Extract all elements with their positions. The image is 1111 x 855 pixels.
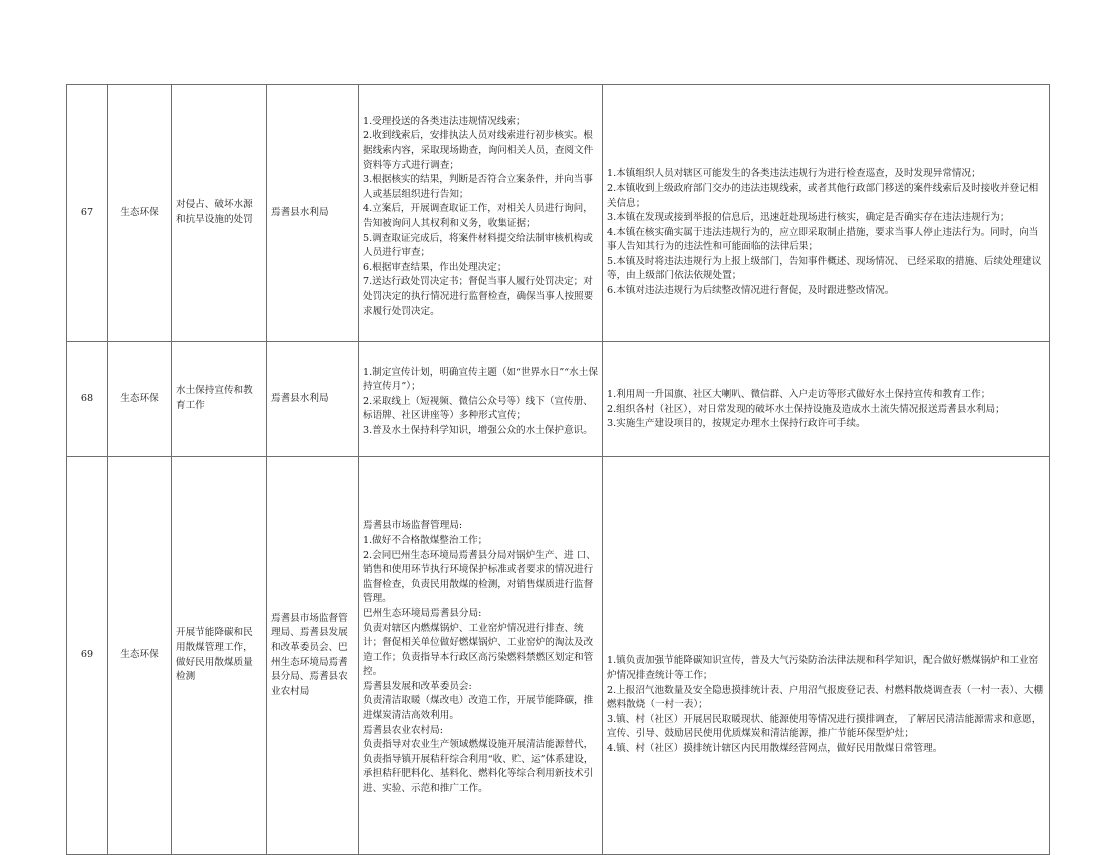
duty-line: 3.普及水土保持科学知识，增强公众的水土保护意识。 xyxy=(363,424,593,436)
duty-line: 负责清洁取暖（煤改电）改造工作，开展节能降碳，推进煤炭清洁高效利用。 xyxy=(363,695,594,722)
responsibility-line: 6.本镇对违法违规行为后续整改情况进行督促，及时跟进整改情况。 xyxy=(607,285,895,297)
responsibility-line: 3.本镇在发现或接到举报的信息后，迅速赶赴现场进行核实，确定是否确实存在违法违规行为； xyxy=(607,212,1010,224)
category-cell: 生态环保 xyxy=(108,457,172,855)
responsibility-line: 2.组织各村（社区），对日常发现的破坏水土保持设施及造成水土流失情况报送焉耆县水利局； xyxy=(607,403,1005,415)
responsibility-line: 2.上报沼气池数量及安全隐患摸排统计表、户用沼气报废登记表、村燃料散烧调查表（一村一表）、大棚燃料散烧（一村一表）； xyxy=(607,684,1044,711)
duty-line: 2.会同巴州生态环境局焉耆县分局对锅炉生产、进 口、销售和使用环节执行环境保护标准或者要求的情况进行监督检查，负责民用散煤的检测，对销售煤质进行监督管理。 xyxy=(363,549,596,605)
duty-line: 5.调查取证完成后，将案件材料提交给法制审核机构或人员进行审查； xyxy=(363,232,593,259)
department-duties-cell xyxy=(359,85,603,342)
category-cell: 生态环保 xyxy=(108,342,172,457)
town-responsibilities-cell xyxy=(603,457,1050,855)
row-number: 69 xyxy=(67,457,108,855)
duty-line: 3.根据核实的结果，判断是否符合立案条件，并向当事人或基层组织进行告知； xyxy=(363,174,593,200)
duty-line: 负责指导对农业生产领域燃煤设施开展清洁能源替代，负责指导镇开展秸秆综合利用“收、贮、运”体系建设，承担秸秆肥料化、基料化、燃料化等综合利用新技术引进、实验、示范和推广工作。 xyxy=(363,739,594,795)
responsibility-line: 3.镇、村（社区）开展居民取暖现状、能源使用等情况进行摸排调查， 了解居民清洁能源需求和意愿，宣传、引导、鼓励居民使用优质煤炭和清洁能源，推广节能环保型炉灶； xyxy=(607,713,1042,740)
duty-line: 焉耆县发展和改革委员会: xyxy=(363,680,472,692)
duty-line: 1.受理投送的各类违法违规情况线索； xyxy=(363,115,526,127)
responsibility-line: 5.本镇及时将违法违规行为上报上级部门，告知事件概述、现场情况、 已经采取的措施、后续处理建议等，由上级部门依法依规处置； xyxy=(607,255,1042,282)
duty-line: 1.做好不合格散煤整治工作； xyxy=(363,534,488,546)
item-cell: 开展节能降碳和民用散煤管理工作，做好民用散煤质量检测 xyxy=(172,457,267,855)
department-cell: 焉耆县水利局 xyxy=(267,85,359,342)
responsibility-line: 2.本镇收到上级政府部门交办的违法违规线索，或者其他行政部门移送的案件线索后及时接收并登记相关信息； xyxy=(607,182,1039,209)
item-cell: 对侵占、破坏水源和抗旱设施的处罚 xyxy=(172,85,267,342)
duty-line: 负责对辖区内燃煤锅炉、工业窑炉情况进行排查、统计；督促相关单位做好燃煤锅炉、工业窑炉的淘汰及改造工作；负责指导本行政区高污染燃料禁燃区划定和管控。 xyxy=(363,622,594,678)
responsibility-table xyxy=(66,84,1050,855)
duty-line: 2.采取线上（短视频、微信公众号等）线下（宣传册、标语牌、社区讲座等）多种形式宣传； xyxy=(363,395,593,422)
duty-line: 巴州生态环境局焉耆县分局: xyxy=(363,607,482,619)
town-responsibilities-cell xyxy=(603,342,1050,457)
duty-line: 焉耆县农业农村局: xyxy=(363,724,443,736)
department-duties-cell xyxy=(359,457,603,855)
duty-line: 2.收到线索后，安排执法人员对线索进行初步核实。根据线索内容，采取现场勘查，询问相关人员，查阅文件资料等方式进行调查； xyxy=(363,130,594,171)
department-cell: 焉耆县水利局 xyxy=(267,342,359,457)
duty-line: 焉耆县市场监督管理局: xyxy=(363,520,463,532)
row-number: 67 xyxy=(67,85,108,342)
table-row xyxy=(67,342,1050,457)
duty-line: 7.送达行政处罚决定书；督促当事人履行处罚决定；对处罚决定的执行情况进行监督检查，确保当事人按照要求履行处罚决定。 xyxy=(363,276,594,317)
duty-line: 4.立案后，开展调查取证工作，对相关人员进行询问，告知被询问人其权利和义务，收集证据； xyxy=(363,203,593,229)
responsibility-line: 4.镇、村（社区）摸排统计辖区内民用散煤经营网点，做好民用散煤日常管理。 xyxy=(607,742,943,754)
town-responsibilities-cell xyxy=(603,85,1050,342)
table-row xyxy=(67,85,1050,342)
responsibility-line: 1.本镇组织人员对辖区可能发生的各类违法违规行为进行检查巡查，及时发现异常情况； xyxy=(607,168,981,180)
responsibility-line: 1.镇负责加强节能降碳知识宣传，普及大气污染防治法律法规和科学知识，配合做好燃煤锅炉和工业窑炉情况排查统计等工作； xyxy=(607,655,1039,682)
table-row xyxy=(67,457,1050,855)
department-cell: 焉耆县市场监督管理局、焉耆县发展和改革委员会、巴州生态环境局焉耆县分局、焉耆县农业农村局 xyxy=(267,457,359,855)
duty-line: 6.根据审查结果，作出处理决定； xyxy=(363,261,507,273)
responsibility-line: 4.本镇在核实确实属于违法违规行为的，应立即采取制止措施，要求当事人停止违法行为。同时，向当事人告知其行为的违法性和可能面临的法律后果； xyxy=(607,226,1039,253)
duty-line: 1.制定宣传计划，明确宣传主题（如“世界水日”“水土保持宣传月”）； xyxy=(363,366,598,393)
item-cell: 水土保持宣传和教育工作 xyxy=(172,342,267,457)
responsibility-line: 1.利用周一升国旗、社区大喇叭、微信群、入户走访等形式做好水土保持宣传和教育工作； xyxy=(607,389,991,401)
responsibility-line: 3.实施生产建设项目的，按规定办理水土保持行政许可手续。 xyxy=(607,418,866,430)
category-cell: 生态环保 xyxy=(108,85,172,342)
row-number: 68 xyxy=(67,342,108,457)
department-duties-cell xyxy=(359,342,603,457)
